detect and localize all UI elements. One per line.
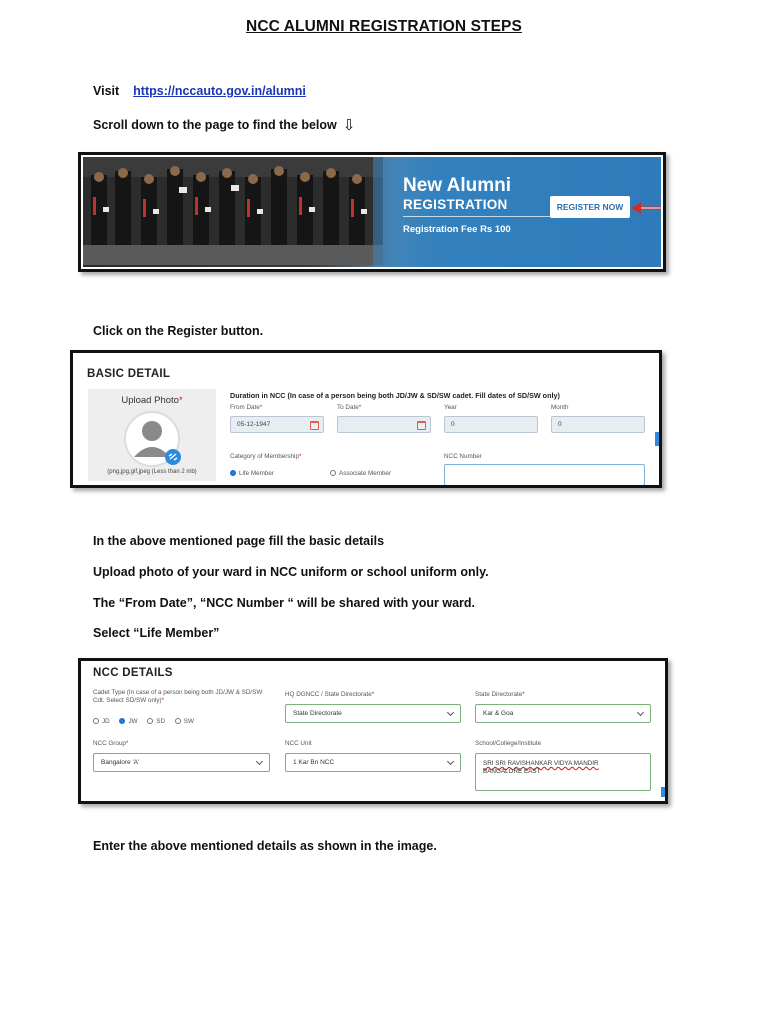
cadet-type-sd[interactable]: SD [147, 718, 165, 725]
upload-instruction: Upload photo of your ward in NCC uniform or school uniform only. [93, 565, 489, 579]
upload-photo-note: (png,jpg,gif,jpeg (Less than 2 mb) [107, 469, 197, 475]
banner-fee: Registration Fee Rs 100 [403, 224, 511, 235]
radio-icon [93, 718, 99, 724]
click-instruction: Click on the Register button. [93, 324, 264, 338]
banner-subtitle: REGISTRATION [403, 197, 508, 212]
month-label: Month [551, 404, 569, 411]
state-select[interactable]: Kar & Goa [475, 704, 651, 723]
side-scroll-tab[interactable] [655, 432, 661, 446]
cadet-type-sw[interactable]: SW [175, 718, 194, 725]
cadet-type-jd[interactable]: JD [93, 718, 110, 725]
registration-banner [78, 152, 666, 272]
radio-icon [175, 718, 181, 724]
school-line-1: SRI SRI RAVISHANKAR VIDYA MANDIR [483, 760, 599, 767]
group-select[interactable]: Bangalore 'A' [93, 753, 270, 772]
select-instruction: Select “Life Member” [93, 626, 220, 640]
visit-line [93, 84, 306, 98]
upload-photo-box[interactable] [88, 389, 216, 481]
visit-label: Visit [93, 84, 120, 98]
chevron-down-icon [256, 758, 263, 765]
radio-selected-icon [230, 470, 236, 476]
radio-icon [147, 718, 153, 724]
register-now-button[interactable]: REGISTER NOW [550, 196, 630, 218]
upload-photo-label: Upload Photo* [121, 395, 183, 406]
associate-member-radio[interactable]: Associate Member [330, 470, 391, 477]
school-textarea[interactable] [475, 753, 651, 791]
cadet-type-radios [93, 718, 194, 725]
down-arrow-icon: ⇩ [342, 117, 356, 134]
hq-select[interactable]: State Directorate [285, 704, 461, 723]
banner-title: New Alumni [403, 175, 512, 196]
year-input[interactable]: 0 [444, 416, 538, 433]
scroll-text: Scroll down to the page to find the below [93, 118, 337, 132]
calendar-icon [310, 421, 319, 430]
hq-label: HQ DGNCC / State Directorate* [285, 691, 375, 698]
avatar-placeholder-icon [122, 411, 182, 469]
year-label: Year [444, 404, 457, 411]
school-line-2: BANGALORE EAST [483, 768, 541, 775]
ncc-details-form [78, 658, 668, 804]
ncc-number-label: NCC Number [444, 453, 482, 460]
membership-label: Category of Membership* [230, 453, 302, 460]
state-label: State Directorate* [475, 691, 525, 698]
school-label: School/College/Institute [475, 740, 542, 747]
ncc-number-input[interactable] [444, 464, 645, 486]
from-date-input[interactable]: 05-12-1947 [230, 416, 324, 433]
duration-label: Duration in NCC (In case of a person being both JD/JW & SD/SW cadet. Fill dates of SD/SW only) [230, 391, 560, 400]
unit-select[interactable]: 1 Kar Bn NCC [285, 753, 461, 772]
unit-label: NCC Unit [285, 740, 312, 747]
chevron-down-icon [447, 709, 454, 716]
calendar-icon [417, 421, 426, 430]
basic-detail-heading: BASIC DETAIL [87, 368, 171, 380]
chevron-down-icon [637, 709, 644, 716]
month-input[interactable]: 0 [551, 416, 645, 433]
to-date-label: To Date* [337, 404, 362, 411]
life-member-radio[interactable]: Life Member [230, 470, 274, 477]
share-instruction: The “From Date”, “NCC Number “ will be shared with your ward. [93, 596, 476, 610]
side-scroll-tab[interactable] [661, 787, 667, 797]
enter-instruction: Enter the above mentioned details as shown in the image. [93, 839, 437, 853]
from-date-label: From Date* [230, 404, 263, 411]
alumni-url-link[interactable]: https://nccauto.gov.in/alumni [133, 84, 306, 98]
fill-instruction: In the above mentioned page fill the basic details [93, 534, 385, 548]
pointer-arrow-icon [631, 201, 661, 215]
ncc-details-heading: NCC DETAILS [93, 667, 173, 679]
document-title: NCC ALUMNI REGISTRATION STEPS [246, 18, 522, 35]
chevron-down-icon [447, 758, 454, 765]
radio-selected-icon [119, 718, 125, 724]
group-label: NCC Group* [93, 740, 129, 747]
to-date-input[interactable] [337, 416, 431, 433]
cadets-parade-image [83, 157, 383, 265]
cadet-type-label: Cadet Type (In case of a person being both JD/JW & SD/SW Cdt. Select SD/SW only)* [93, 689, 263, 704]
basic-detail-form [70, 350, 662, 488]
radio-icon [330, 470, 336, 476]
cadet-type-jw[interactable]: JW [119, 718, 137, 725]
scroll-instruction [93, 116, 355, 134]
